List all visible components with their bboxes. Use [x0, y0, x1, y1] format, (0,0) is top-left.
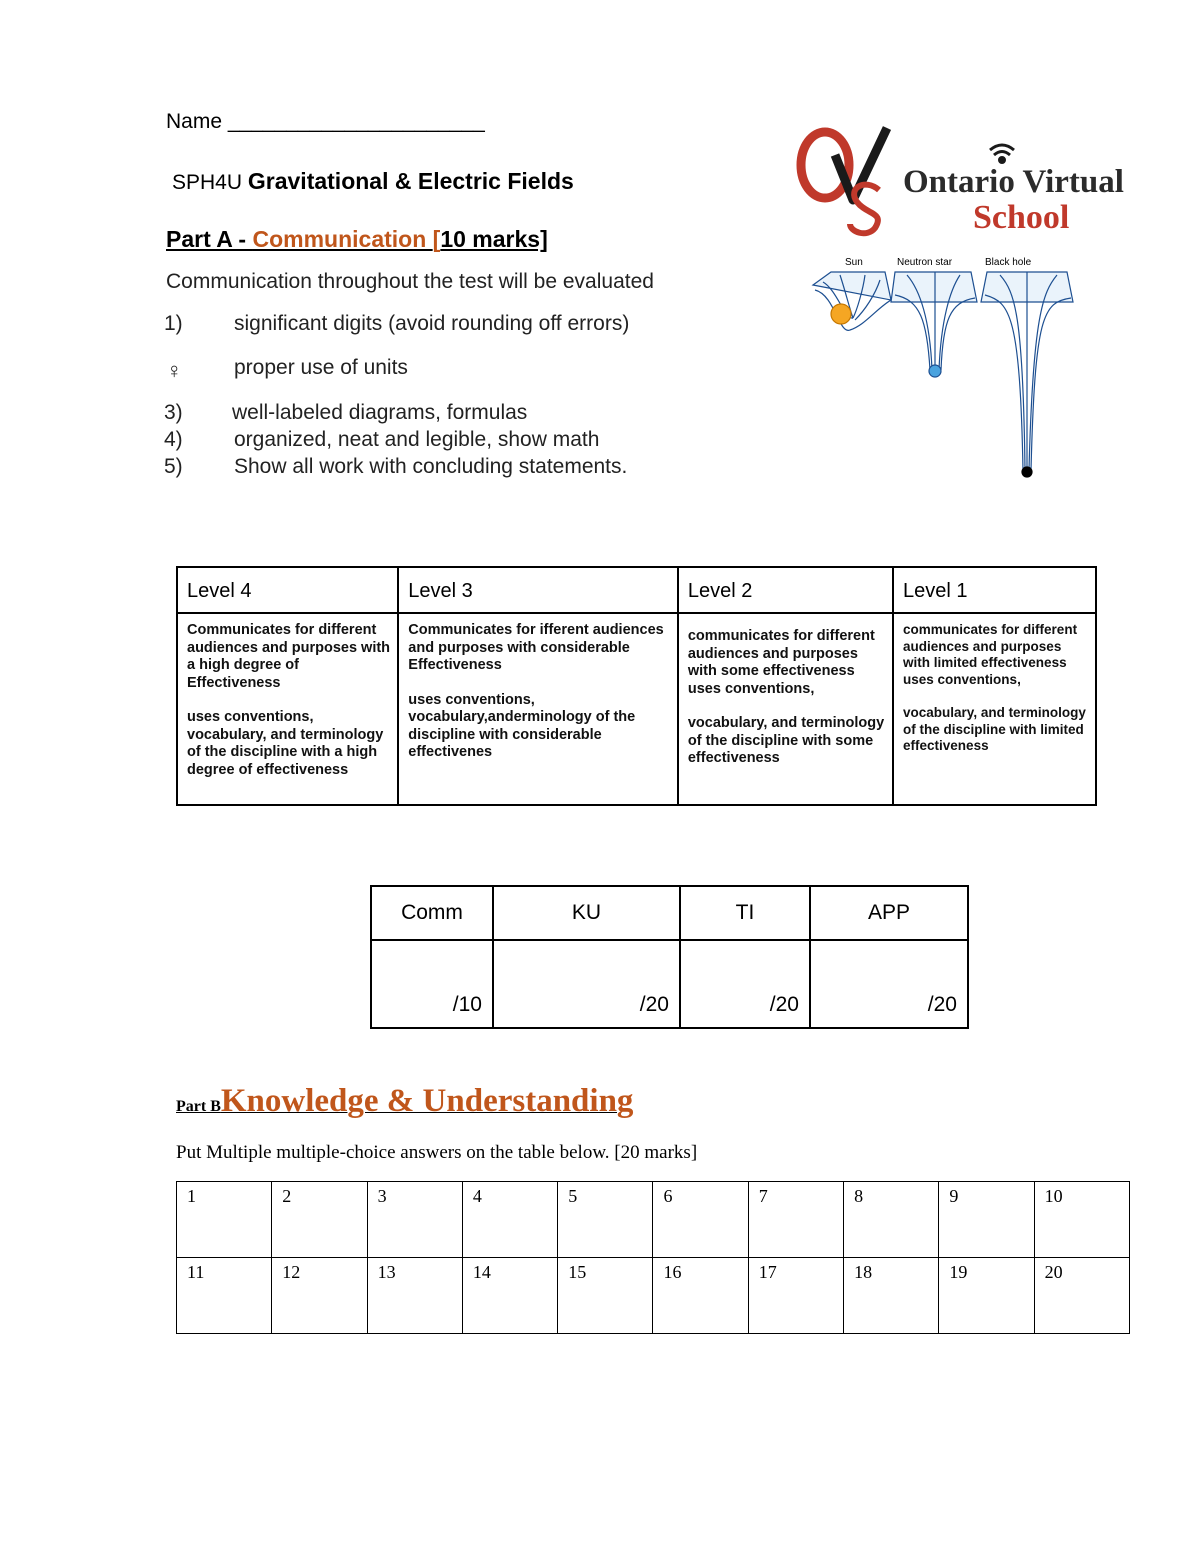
diagram-label-sun: Sun — [845, 257, 863, 268]
school-logo — [795, 120, 1175, 490]
score-value-ku[interactable]: /20 — [493, 940, 680, 1028]
answer-cell[interactable]: 11 — [177, 1258, 272, 1334]
answer-cell[interactable]: 4 — [462, 1182, 557, 1258]
score-header-ti: TI — [680, 886, 810, 940]
course-title: Gravitational & Electric Fields — [247, 168, 574, 194]
criteria-number: 5) — [164, 455, 183, 478]
rubric-description: vocabulary, and terminology of the discipline with some effectiveness — [687, 715, 885, 766]
part-b-heading — [176, 1083, 633, 1120]
rubric-description: uses conventions, vocabulary,anderminology of the discipline with considerable effectivenes — [408, 691, 636, 760]
answer-cell[interactable]: 6 — [653, 1182, 748, 1258]
answer-cell[interactable]: 16 — [653, 1258, 748, 1334]
answer-cell[interactable]: 10 — [1034, 1182, 1129, 1258]
answer-cell[interactable]: 3 — [367, 1182, 462, 1258]
diagram-label-black-hole: Black hole — [985, 257, 1032, 268]
score-value-ti[interactable]: /20 — [680, 940, 810, 1028]
answer-cell[interactable]: 17 — [748, 1258, 843, 1334]
answer-cell[interactable]: 7 — [748, 1182, 843, 1258]
rubric-header: Level 4 — [177, 567, 398, 613]
logo-name-line1: Ontario Virtual — [903, 164, 1124, 200]
rubric-description: vocabulary, and terminology of the discipline with limited effectiveness — [903, 705, 1086, 753]
rubric-table — [176, 566, 1097, 806]
course-code: SPH4U — [172, 171, 243, 194]
criteria-number: 1) — [164, 312, 183, 335]
name-field-label: Name ______________________ — [166, 110, 485, 133]
rubric-description: uses conventions, vocabulary, and terminology of the discipline with a high degree of effectiveness — [187, 709, 384, 778]
rubric-header: Level 2 — [678, 567, 893, 613]
part-a-heading — [166, 226, 548, 253]
part-a-marks: 10 marks] — [440, 226, 548, 252]
rubric-description: Communicates for different audiences and purposes with a high degree of Effectiveness — [187, 622, 391, 691]
score-table — [370, 885, 969, 1029]
course-heading — [172, 168, 574, 195]
rubric-cell — [893, 613, 1096, 805]
rubric-description: Communicates for ifferent audiences and purposes with considerable Effectiveness — [408, 622, 664, 673]
rubric-header: Level 3 — [398, 567, 678, 613]
criteria-number: 3) — [164, 401, 183, 424]
criteria-text: well-labeled diagrams, formulas — [232, 401, 528, 424]
diagram-label-neutron-star: Neutron star — [897, 257, 953, 268]
answer-cell[interactable]: 8 — [844, 1182, 939, 1258]
score-value-comm[interactable]: /10 — [371, 940, 493, 1028]
part-a-section: Communication — [252, 226, 433, 252]
part-b-label: Part B — [176, 1098, 221, 1115]
answer-cell[interactable]: 1 — [177, 1182, 272, 1258]
rubric-description: communicates for different audiences and purposes with some effectiveness uses conventions, — [687, 628, 875, 697]
logo-name-line2: School — [973, 199, 1070, 236]
sun-well-diagram — [813, 272, 891, 330]
score-header-app: APP — [810, 886, 968, 940]
answer-cell[interactable]: 18 — [844, 1258, 939, 1334]
part-b-instruction: Put Multiple multiple-choice answers on the table below. [20 marks] — [176, 1142, 698, 1163]
answer-cell[interactable]: 5 — [558, 1182, 653, 1258]
answer-cell[interactable]: 20 — [1034, 1258, 1129, 1334]
criteria-text: organized, neat and legible, show math — [234, 428, 600, 451]
part-a-label: Part A - — [166, 226, 253, 252]
part-b-title: Knowledge & Understanding — [220, 1083, 634, 1119]
rubric-description: communicates for different audiences and purposes with limited effectiveness uses conventions, — [903, 622, 1078, 687]
part-a-intro: Communication throughout the test will be evaluated — [166, 270, 654, 293]
answer-cell[interactable]: 12 — [272, 1258, 367, 1334]
criteria-number: ♀ — [166, 358, 183, 383]
part-a-bracket: [ — [432, 226, 441, 252]
answer-cell[interactable]: 19 — [939, 1258, 1034, 1334]
answer-cell[interactable]: 2 — [272, 1182, 367, 1258]
criteria-text: Show all work with concluding statements. — [234, 455, 628, 478]
black-hole-well-diagram — [981, 272, 1073, 477]
answer-cell[interactable]: 9 — [939, 1182, 1034, 1258]
answer-table — [176, 1181, 1130, 1334]
rubric-cell — [177, 613, 398, 805]
criteria-text: proper use of units — [234, 356, 408, 379]
neutron-star-well-diagram — [891, 272, 977, 377]
score-header-comm: Comm — [371, 886, 493, 940]
rubric-header: Level 1 — [893, 567, 1096, 613]
ovs-mark-icon — [801, 128, 887, 233]
criteria-text: significant digits (avoid rounding off errors) — [234, 312, 630, 335]
criteria-number: 4) — [164, 428, 183, 451]
rubric-cell — [398, 613, 678, 805]
rubric-cell — [678, 613, 893, 805]
wifi-icon — [990, 145, 1014, 163]
score-value-app[interactable]: /20 — [810, 940, 968, 1028]
score-header-ku: KU — [493, 886, 680, 940]
answer-cell[interactable]: 13 — [367, 1258, 462, 1334]
answer-cell[interactable]: 15 — [558, 1258, 653, 1334]
answer-cell[interactable]: 14 — [462, 1258, 557, 1334]
